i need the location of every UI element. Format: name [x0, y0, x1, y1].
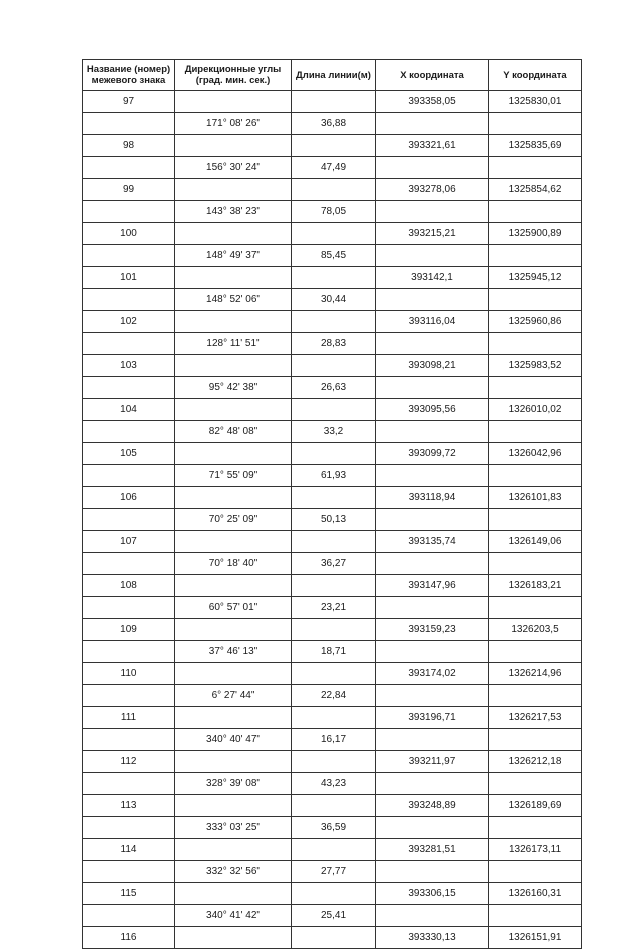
empty-length-cell	[292, 267, 376, 289]
empty-name-cell	[83, 157, 175, 179]
point-x-coordinate: 393099,72	[376, 443, 489, 465]
segment-row	[83, 509, 582, 531]
empty-name-cell	[83, 289, 175, 311]
empty-name-cell	[83, 465, 175, 487]
empty-name-cell	[83, 685, 175, 707]
point-y-coordinate: 1325945,12	[489, 267, 582, 289]
empty-angle-cell	[175, 795, 292, 817]
segment-row	[83, 157, 582, 179]
segment-angle: 148° 52' 06"	[175, 289, 292, 311]
point-x-coordinate: 393358,05	[376, 91, 489, 113]
empty-y-cell	[489, 553, 582, 575]
point-name: 113	[83, 795, 175, 817]
empty-name-cell	[83, 861, 175, 883]
point-name: 107	[83, 531, 175, 553]
segment-row	[83, 377, 582, 399]
segment-length: 47,49	[292, 157, 376, 179]
empty-angle-cell	[175, 575, 292, 597]
empty-x-cell	[376, 685, 489, 707]
point-name: 114	[83, 839, 175, 861]
empty-length-cell	[292, 355, 376, 377]
point-row	[83, 619, 582, 641]
segment-angle: 70° 25' 09"	[175, 509, 292, 531]
point-y-coordinate: 1326173,11	[489, 839, 582, 861]
segment-row	[83, 817, 582, 839]
empty-name-cell	[83, 377, 175, 399]
empty-length-cell	[292, 575, 376, 597]
empty-angle-cell	[175, 355, 292, 377]
point-x-coordinate: 393248,89	[376, 795, 489, 817]
segment-row	[83, 113, 582, 135]
segment-angle: 128° 11' 51"	[175, 333, 292, 355]
point-name: 105	[83, 443, 175, 465]
point-y-coordinate: 1326101,83	[489, 487, 582, 509]
point-y-coordinate: 1326149,06	[489, 531, 582, 553]
empty-angle-cell	[175, 927, 292, 949]
point-row	[83, 795, 582, 817]
segment-row	[83, 245, 582, 267]
empty-y-cell	[489, 817, 582, 839]
empty-x-cell	[376, 421, 489, 443]
empty-name-cell	[83, 641, 175, 663]
point-name: 98	[83, 135, 175, 157]
empty-y-cell	[489, 157, 582, 179]
empty-angle-cell	[175, 707, 292, 729]
point-name: 104	[83, 399, 175, 421]
segment-length: 36,59	[292, 817, 376, 839]
empty-x-cell	[376, 553, 489, 575]
empty-y-cell	[489, 861, 582, 883]
empty-x-cell	[376, 465, 489, 487]
segment-angle: 60° 57' 01"	[175, 597, 292, 619]
empty-length-cell	[292, 91, 376, 113]
segment-angle: 340° 41' 42"	[175, 905, 292, 927]
segment-row	[83, 421, 582, 443]
point-y-coordinate: 1326151,91	[489, 927, 582, 949]
point-row	[83, 839, 582, 861]
segment-length: 78,05	[292, 201, 376, 223]
point-row	[83, 927, 582, 949]
segment-angle: 333° 03' 25"	[175, 817, 292, 839]
point-x-coordinate: 393211,97	[376, 751, 489, 773]
empty-x-cell	[376, 289, 489, 311]
header-angle: Дирекционные углы (град. мин. сек.)	[175, 60, 292, 91]
empty-y-cell	[489, 685, 582, 707]
point-x-coordinate: 393330,13	[376, 927, 489, 949]
empty-name-cell	[83, 201, 175, 223]
empty-x-cell	[376, 905, 489, 927]
segment-length: 30,44	[292, 289, 376, 311]
point-row	[83, 751, 582, 773]
empty-y-cell	[489, 245, 582, 267]
point-name: 111	[83, 707, 175, 729]
point-row	[83, 223, 582, 245]
empty-x-cell	[376, 377, 489, 399]
header-length: Длина линии(м)	[292, 60, 376, 91]
segment-length: 36,27	[292, 553, 376, 575]
empty-y-cell	[489, 201, 582, 223]
empty-name-cell	[83, 113, 175, 135]
segment-length: 27,77	[292, 861, 376, 883]
point-row	[83, 355, 582, 377]
empty-angle-cell	[175, 179, 292, 201]
segment-length: 33,2	[292, 421, 376, 443]
empty-name-cell	[83, 553, 175, 575]
point-row	[83, 487, 582, 509]
point-name: 106	[83, 487, 175, 509]
segment-length: 16,17	[292, 729, 376, 751]
point-y-coordinate: 1325835,69	[489, 135, 582, 157]
point-y-coordinate: 1326203,5	[489, 619, 582, 641]
empty-y-cell	[489, 377, 582, 399]
empty-x-cell	[376, 773, 489, 795]
segment-length: 26,63	[292, 377, 376, 399]
empty-name-cell	[83, 729, 175, 751]
point-row	[83, 575, 582, 597]
segment-row	[83, 553, 582, 575]
empty-x-cell	[376, 509, 489, 531]
empty-x-cell	[376, 157, 489, 179]
segment-angle: 148° 49' 37"	[175, 245, 292, 267]
segment-row	[83, 201, 582, 223]
empty-x-cell	[376, 729, 489, 751]
segment-row	[83, 465, 582, 487]
point-row	[83, 311, 582, 333]
point-name: 108	[83, 575, 175, 597]
segment-row	[83, 289, 582, 311]
segment-row	[83, 597, 582, 619]
segment-angle: 328° 39' 08"	[175, 773, 292, 795]
empty-angle-cell	[175, 839, 292, 861]
empty-length-cell	[292, 663, 376, 685]
point-row	[83, 179, 582, 201]
point-y-coordinate: 1326010,02	[489, 399, 582, 421]
empty-angle-cell	[175, 751, 292, 773]
empty-y-cell	[489, 465, 582, 487]
empty-length-cell	[292, 619, 376, 641]
empty-length-cell	[292, 707, 376, 729]
point-row	[83, 399, 582, 421]
point-name: 101	[83, 267, 175, 289]
point-x-coordinate: 393196,71	[376, 707, 489, 729]
table-header-row	[83, 60, 582, 91]
segment-row	[83, 861, 582, 883]
empty-name-cell	[83, 421, 175, 443]
point-name: 97	[83, 91, 175, 113]
empty-length-cell	[292, 927, 376, 949]
segment-row	[83, 905, 582, 927]
segment-angle: 70° 18' 40"	[175, 553, 292, 575]
point-x-coordinate: 393306,15	[376, 883, 489, 905]
empty-y-cell	[489, 729, 582, 751]
point-row	[83, 707, 582, 729]
table-body	[83, 91, 582, 949]
point-x-coordinate: 393135,74	[376, 531, 489, 553]
point-y-coordinate: 1326217,53	[489, 707, 582, 729]
point-name: 109	[83, 619, 175, 641]
segment-length: 43,23	[292, 773, 376, 795]
empty-angle-cell	[175, 267, 292, 289]
point-y-coordinate: 1325983,52	[489, 355, 582, 377]
point-y-coordinate: 1326160,31	[489, 883, 582, 905]
segment-length: 36,88	[292, 113, 376, 135]
point-x-coordinate: 393174,02	[376, 663, 489, 685]
segment-angle: 82° 48' 08"	[175, 421, 292, 443]
point-name: 102	[83, 311, 175, 333]
empty-angle-cell	[175, 399, 292, 421]
point-x-coordinate: 393147,96	[376, 575, 489, 597]
point-x-coordinate: 393215,21	[376, 223, 489, 245]
empty-angle-cell	[175, 135, 292, 157]
empty-x-cell	[376, 861, 489, 883]
empty-angle-cell	[175, 223, 292, 245]
point-x-coordinate: 393281,51	[376, 839, 489, 861]
segment-angle: 340° 40' 47"	[175, 729, 292, 751]
point-y-coordinate: 1325960,86	[489, 311, 582, 333]
empty-x-cell	[376, 641, 489, 663]
segment-row	[83, 333, 582, 355]
segment-length: 61,93	[292, 465, 376, 487]
empty-y-cell	[489, 773, 582, 795]
point-row	[83, 531, 582, 553]
point-y-coordinate: 1326212,18	[489, 751, 582, 773]
empty-name-cell	[83, 245, 175, 267]
point-name: 116	[83, 927, 175, 949]
point-y-coordinate: 1326183,21	[489, 575, 582, 597]
empty-length-cell	[292, 839, 376, 861]
segment-angle: 171° 08' 26"	[175, 113, 292, 135]
empty-y-cell	[489, 333, 582, 355]
point-x-coordinate: 393098,21	[376, 355, 489, 377]
empty-angle-cell	[175, 311, 292, 333]
segment-row	[83, 685, 582, 707]
empty-y-cell	[489, 509, 582, 531]
empty-name-cell	[83, 905, 175, 927]
empty-length-cell	[292, 531, 376, 553]
header-y: Y координата	[489, 60, 582, 91]
empty-x-cell	[376, 597, 489, 619]
segment-length: 25,41	[292, 905, 376, 927]
segment-length: 23,21	[292, 597, 376, 619]
point-row	[83, 135, 582, 157]
segment-angle: 332° 32' 56"	[175, 861, 292, 883]
empty-angle-cell	[175, 443, 292, 465]
segment-length: 50,13	[292, 509, 376, 531]
empty-angle-cell	[175, 487, 292, 509]
empty-x-cell	[376, 113, 489, 135]
point-x-coordinate: 393142,1	[376, 267, 489, 289]
empty-y-cell	[489, 641, 582, 663]
empty-name-cell	[83, 509, 175, 531]
point-row	[83, 91, 582, 113]
point-name: 99	[83, 179, 175, 201]
empty-angle-cell	[175, 663, 292, 685]
boundary-coordinates-table	[82, 59, 582, 949]
empty-x-cell	[376, 817, 489, 839]
point-name: 115	[83, 883, 175, 905]
segment-length: 22,84	[292, 685, 376, 707]
point-row	[83, 443, 582, 465]
point-x-coordinate: 393095,56	[376, 399, 489, 421]
empty-y-cell	[489, 421, 582, 443]
empty-y-cell	[489, 289, 582, 311]
segment-length: 18,71	[292, 641, 376, 663]
point-name: 112	[83, 751, 175, 773]
point-name: 110	[83, 663, 175, 685]
segment-row	[83, 773, 582, 795]
empty-angle-cell	[175, 531, 292, 553]
segment-angle: 95° 42' 38"	[175, 377, 292, 399]
empty-angle-cell	[175, 619, 292, 641]
empty-angle-cell	[175, 883, 292, 905]
point-y-coordinate: 1326189,69	[489, 795, 582, 817]
segment-row	[83, 729, 582, 751]
empty-x-cell	[376, 333, 489, 355]
empty-length-cell	[292, 443, 376, 465]
empty-length-cell	[292, 751, 376, 773]
point-x-coordinate: 393118,94	[376, 487, 489, 509]
empty-x-cell	[376, 245, 489, 267]
point-y-coordinate: 1325854,62	[489, 179, 582, 201]
header-name: Название (номер) межевого знака	[83, 60, 175, 91]
empty-angle-cell	[175, 91, 292, 113]
empty-name-cell	[83, 773, 175, 795]
point-x-coordinate: 393159,23	[376, 619, 489, 641]
point-x-coordinate: 393278,06	[376, 179, 489, 201]
empty-y-cell	[489, 597, 582, 619]
empty-name-cell	[83, 333, 175, 355]
point-y-coordinate: 1326042,96	[489, 443, 582, 465]
point-row	[83, 663, 582, 685]
empty-length-cell	[292, 883, 376, 905]
empty-y-cell	[489, 905, 582, 927]
point-row	[83, 267, 582, 289]
point-y-coordinate: 1326214,96	[489, 663, 582, 685]
point-x-coordinate: 393321,61	[376, 135, 489, 157]
point-row	[83, 883, 582, 905]
empty-length-cell	[292, 399, 376, 421]
segment-angle: 156° 30' 24"	[175, 157, 292, 179]
empty-length-cell	[292, 179, 376, 201]
point-name: 100	[83, 223, 175, 245]
empty-length-cell	[292, 223, 376, 245]
segment-angle: 6° 27' 44"	[175, 685, 292, 707]
header-x: X координата	[376, 60, 489, 91]
empty-length-cell	[292, 135, 376, 157]
segment-row	[83, 641, 582, 663]
segment-length: 28,83	[292, 333, 376, 355]
segment-angle: 37° 46' 13"	[175, 641, 292, 663]
segment-angle: 71° 55' 09"	[175, 465, 292, 487]
empty-length-cell	[292, 487, 376, 509]
empty-x-cell	[376, 201, 489, 223]
empty-name-cell	[83, 597, 175, 619]
point-y-coordinate: 1325900,89	[489, 223, 582, 245]
empty-length-cell	[292, 311, 376, 333]
empty-y-cell	[489, 113, 582, 135]
point-x-coordinate: 393116,04	[376, 311, 489, 333]
empty-length-cell	[292, 795, 376, 817]
empty-name-cell	[83, 817, 175, 839]
point-y-coordinate: 1325830,01	[489, 91, 582, 113]
point-name: 103	[83, 355, 175, 377]
segment-angle: 143° 38' 23"	[175, 201, 292, 223]
segment-length: 85,45	[292, 245, 376, 267]
